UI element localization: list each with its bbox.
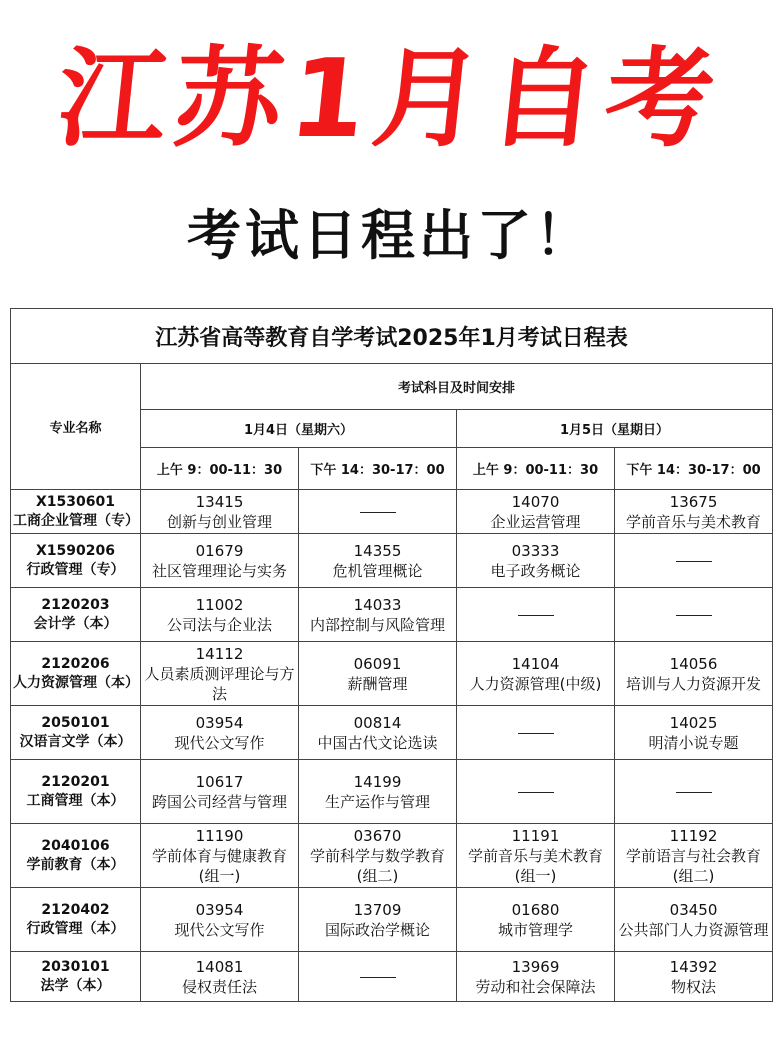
course-cell [141, 952, 299, 1002]
course-name: 明清小说专题 [648, 733, 739, 752]
table-row [11, 824, 773, 888]
headline: 江苏1月自考 [51, 37, 729, 162]
course-name: 现代公文写作 [174, 733, 265, 752]
empty-cell [457, 706, 615, 760]
course-cell [615, 642, 773, 706]
dash-mark [518, 792, 554, 793]
dash-mark [518, 733, 554, 734]
course-code: 13709 [353, 900, 402, 919]
major-name: 法学（本） [40, 977, 111, 994]
major-name: 会计学（本） [33, 615, 118, 632]
major-name: 汉语言文学（本） [19, 733, 132, 750]
course-cell [615, 706, 773, 760]
session-header: 上午 9：00-11：30 [141, 448, 299, 490]
course-code: 14070 [511, 492, 560, 511]
empty-cell [299, 952, 457, 1002]
major-name: 行政管理（专） [26, 561, 125, 578]
course-cell [141, 534, 299, 588]
major-code: 2030101 [41, 958, 110, 975]
course-cell [615, 490, 773, 534]
major-name: 行政管理（本） [26, 920, 125, 937]
subheadline: 考试日程出了！ [187, 203, 593, 267]
major-cell [11, 824, 141, 888]
empty-cell [299, 490, 457, 534]
course-code: 03450 [669, 900, 718, 919]
course-cell [141, 824, 299, 888]
empty-cell [615, 534, 773, 588]
empty-cell [615, 588, 773, 642]
course-code: 03954 [195, 900, 244, 919]
course-code: 13415 [195, 492, 244, 511]
major-cell [11, 642, 141, 706]
course-code: 11190 [195, 826, 244, 845]
major-code: X1530601 [36, 493, 115, 510]
major-code: 2120201 [41, 773, 110, 790]
course-code: 01680 [511, 900, 560, 919]
course-cell [141, 888, 299, 952]
course-name: 侵权责任法 [181, 977, 257, 996]
course-cell [299, 760, 457, 824]
course-cell [299, 824, 457, 888]
table-row [11, 642, 773, 706]
course-name: 生产运作与管理 [324, 792, 430, 811]
course-name: 公司法与企业法 [166, 615, 272, 634]
course-name: 公共部门人力资源管理 [618, 920, 769, 939]
course-name: 创新与创业管理 [166, 512, 272, 531]
major-header: 专业名称 [11, 364, 141, 490]
course-cell [299, 642, 457, 706]
day-header: 1月4日（星期六） [141, 410, 457, 448]
major-name: 学前教育（本） [26, 856, 125, 873]
course-name: 危机管理概论 [332, 561, 423, 580]
course-cell [299, 706, 457, 760]
course-code: 03954 [195, 713, 244, 732]
dash-mark [676, 792, 712, 793]
course-code: 14112 [195, 644, 244, 663]
schedule-table [10, 308, 773, 1002]
course-code: 11002 [195, 595, 244, 614]
course-code: 14056 [669, 654, 718, 673]
empty-cell [457, 588, 615, 642]
course-name: 劳动和社会保障法 [475, 977, 596, 996]
course-code: 14199 [353, 772, 402, 791]
major-code: 2050101 [41, 714, 110, 731]
major-cell [11, 490, 141, 534]
course-code: 06091 [353, 654, 402, 673]
course-cell [141, 490, 299, 534]
major-code: X1590206 [36, 542, 115, 559]
table-title: 江苏省高等教育自学考试2025年1月考试日程表 [11, 309, 773, 364]
course-code: 11192 [669, 826, 718, 845]
course-code: 14104 [511, 654, 560, 673]
course-name: 国际政治学概论 [324, 920, 430, 939]
course-code: 14033 [353, 595, 402, 614]
table-row [11, 588, 773, 642]
major-cell [11, 706, 141, 760]
course-cell [141, 760, 299, 824]
course-name: 跨国公司经营与管理 [151, 792, 287, 811]
empty-cell [457, 760, 615, 824]
course-cell [299, 534, 457, 588]
dash-mark [518, 615, 554, 616]
table-row [11, 888, 773, 952]
course-name: 社区管理理论与实务 [151, 561, 287, 580]
major-name: 工商管理（本） [26, 792, 125, 809]
course-cell [299, 588, 457, 642]
table-row [11, 490, 773, 534]
course-cell [457, 642, 615, 706]
course-cell [141, 706, 299, 760]
major-code: 2120203 [41, 596, 110, 613]
course-code: 03670 [353, 826, 402, 845]
dash-mark [676, 561, 712, 562]
course-name: 学前音乐与美术教育 [626, 512, 762, 531]
course-cell [615, 952, 773, 1002]
course-name: 学前体育与健康教育(组一) [151, 846, 287, 885]
major-cell [11, 534, 141, 588]
course-name: 物权法 [671, 977, 717, 996]
schedule-header: 考试科目及时间安排 [141, 364, 773, 410]
major-cell [11, 760, 141, 824]
course-name: 企业运营管理 [490, 512, 581, 531]
course-name: 薪酬管理 [347, 674, 408, 693]
major-name: 人力资源管理（本） [13, 674, 139, 691]
course-cell [457, 888, 615, 952]
session-header: 下午 14：30-17：00 [615, 448, 773, 490]
table-row [11, 706, 773, 760]
major-code: 2120206 [41, 655, 110, 672]
course-code: 11191 [511, 826, 560, 845]
major-cell [11, 952, 141, 1002]
course-code: 01679 [195, 541, 244, 560]
course-code: 03333 [511, 541, 560, 560]
course-name: 人力资源管理(中级) [469, 674, 602, 693]
major-cell [11, 888, 141, 952]
course-code: 13675 [669, 492, 718, 511]
course-name: 人员素质测评理论与方法 [144, 664, 295, 703]
course-name: 培训与人力资源开发 [626, 674, 762, 693]
course-cell [141, 588, 299, 642]
course-name: 电子政务概论 [490, 561, 581, 580]
table-row [11, 760, 773, 824]
course-code: 14081 [195, 957, 244, 976]
table-row [11, 534, 773, 588]
course-code: 14355 [353, 541, 402, 560]
dash-mark [360, 512, 396, 513]
course-name: 中国古代文论选读 [317, 733, 438, 752]
course-code: 10617 [195, 772, 244, 791]
dash-mark [360, 977, 396, 978]
course-cell [457, 952, 615, 1002]
course-cell [299, 888, 457, 952]
course-cell [615, 824, 773, 888]
course-name: 学前语言与社会教育(组二) [626, 846, 762, 885]
major-code: 2040106 [41, 837, 110, 854]
course-code: 13969 [511, 957, 560, 976]
day-header: 1月5日（星期日） [457, 410, 773, 448]
course-cell [141, 642, 299, 706]
table-row [11, 952, 773, 1002]
empty-cell [615, 760, 773, 824]
course-cell [457, 824, 615, 888]
course-cell [457, 490, 615, 534]
course-code: 00814 [353, 713, 402, 732]
course-code: 14392 [669, 957, 718, 976]
dash-mark [676, 615, 712, 616]
course-code: 14025 [669, 713, 718, 732]
course-name: 学前科学与数学教育(组二) [309, 846, 445, 885]
major-name: 工商企业管理（专） [13, 512, 139, 529]
session-header: 下午 14：30-17：00 [299, 448, 457, 490]
course-name: 城市管理学 [497, 920, 573, 939]
major-cell [11, 588, 141, 642]
major-code: 2120402 [41, 901, 110, 918]
course-cell [457, 534, 615, 588]
course-name: 学前音乐与美术教育(组一) [467, 846, 603, 885]
course-name: 现代公文写作 [174, 920, 265, 939]
course-cell [615, 888, 773, 952]
course-name: 内部控制与风险管理 [309, 615, 445, 634]
session-header: 上午 9：00-11：30 [457, 448, 615, 490]
